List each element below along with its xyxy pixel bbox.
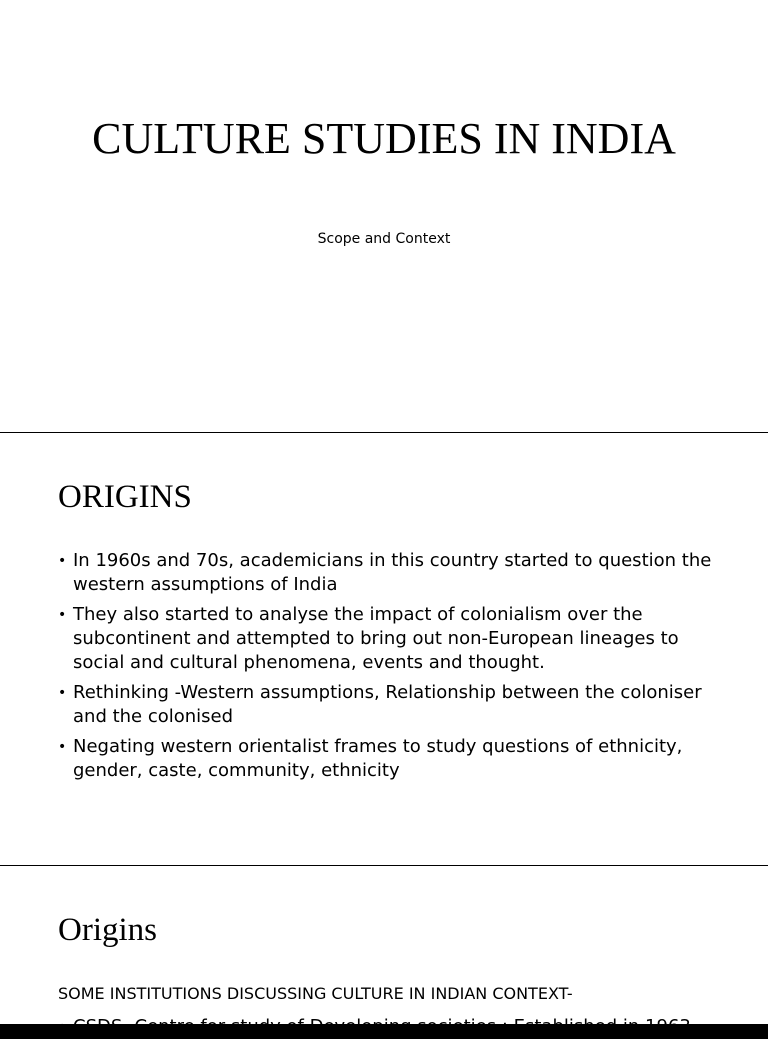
presentation-subtitle: Scope and Context: [317, 231, 451, 247]
title-slide: [0, 0, 768, 432]
list-item: [58, 1015, 728, 1039]
bullet-list: [58, 549, 728, 789]
bullet-icon: •: [58, 739, 67, 755]
bullet-icon: •: [58, 607, 67, 623]
list-item: [58, 603, 728, 675]
origins-slide: [0, 433, 768, 865]
intro-text: SOME INSTITUTIONS DISCUSSING CULTURE IN INDIAN CONTEXT-: [58, 984, 573, 1003]
slide-heading: Origins: [58, 912, 157, 948]
bullet-text: In 1960s and 70s, academicians in this country started to question the western assumptions of India: [73, 550, 712, 595]
bullet-icon: •: [58, 1019, 67, 1035]
list-item: [58, 549, 728, 597]
bullet-text: They also started to analyse the impact of colonialism over the subcontinent and attempted to bring out non-European lineages to social and cultural phenomena, events and thought.: [73, 604, 679, 673]
slide-heading: ORIGINS: [58, 479, 192, 515]
list-item: [58, 681, 728, 729]
bullet-text: CSDS- Centre for study of Developing societies : Established in 1963: [73, 1016, 691, 1037]
origins-slide-2: [0, 866, 768, 1037]
bullet-icon: •: [58, 553, 67, 569]
bullet-text: Rethinking -Western assumptions, Relationship between the coloniser and the colonised: [73, 682, 702, 727]
presentation-title: CULTURE STUDIES IN INDIA: [92, 114, 676, 163]
list-item: [58, 735, 728, 783]
bullet-list: [58, 1015, 728, 1039]
bullet-text: Negating western orientalist frames to study questions of ethnicity, gender, caste, community, ethnicity: [73, 736, 683, 781]
bullet-icon: •: [58, 685, 67, 701]
